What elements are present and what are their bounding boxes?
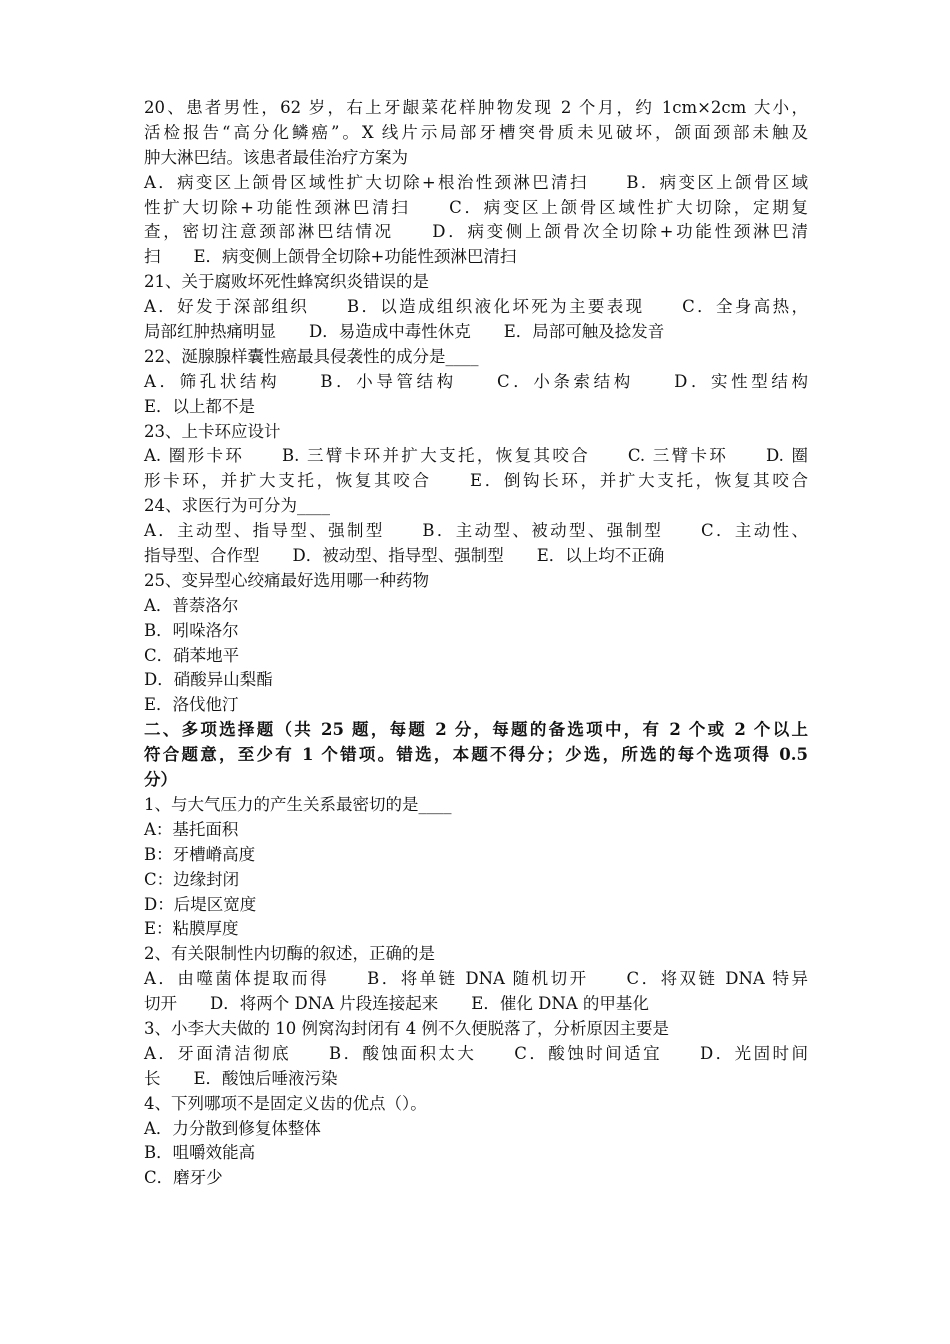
text-line: 查，密切注意颈部淋巴结情况 D．病变侧上颌骨次全切除+功能性颈淋巴清	[144, 222, 808, 242]
option-line: C：边缘封闭	[144, 869, 240, 889]
option-line: E．洛伐他汀	[144, 695, 239, 715]
text-line: A．主动型、指导型、强制型 B．主动型、被动型、强制型 C．主动性、	[144, 521, 808, 541]
option-line: B：牙槽嵴高度	[144, 844, 256, 864]
text-line: 肿大淋巴结。该患者最佳治疗方案为	[144, 147, 408, 167]
section-heading: 二、多项选择题（共 25 题，每题 2 分，每题的备选项中，有 2 个或 2 个以上	[144, 720, 808, 740]
text-line: 长 E．酸蚀后唾液污染	[144, 1068, 338, 1088]
option-line: A．力分散到修复体整体	[144, 1118, 321, 1138]
question-21: 21、关于腐败坏死性蜂窝织炎错误的是	[144, 272, 429, 292]
text-line: A．牙面清洁彻底 B．酸蚀面积太大 C．酸蚀时间适宜 D．光固时间	[144, 1043, 808, 1063]
option-line: E：粘膜厚度	[144, 919, 239, 939]
text-line: 切开 D．将两个 DNA 片段连接起来 E．催化 DNA 的甲基化	[144, 994, 649, 1014]
text-line: E．以上都不是	[144, 396, 256, 416]
text-line: 局部红肿热痛明显 D．易造成中毒性休克 E．局部可触及捻发音	[144, 322, 665, 342]
question-1: 1、与大气压力的产生关系最密切的是____	[144, 794, 452, 814]
option-line: D．硝酸异山梨酯	[144, 670, 273, 690]
option-line: B．咀嚼效能高	[144, 1143, 256, 1163]
text-line: A. 圈形卡环 B. 三臂卡环并扩大支托，恢复其咬合 C. 三臂卡环 D. 圈	[144, 446, 808, 466]
option-line: B．吲哚洛尔	[144, 620, 239, 640]
question-23: 23、上卡环应设计	[144, 421, 281, 441]
option-line: C．磨牙少	[144, 1168, 223, 1188]
section-heading: 符合题意，至少有 1 个错项。错选，本题不得分；少选，所选的每个选项得 0.5	[144, 745, 808, 765]
option-line: A．普萘洛尔	[144, 595, 239, 615]
question-22: 22、涎腺腺样囊性癌最具侵袭性的成分是____	[144, 346, 479, 366]
text-line: A．由噬菌体提取而得 B．将单链 DNA 随机切开 C．将双链 DNA 特异	[144, 969, 808, 989]
section-heading: 分）	[144, 770, 177, 790]
question-3: 3、小李大夫做的 10 例窝沟封闭有 4 例不久便脱落了，分析原因主要是	[144, 1018, 669, 1038]
text-line: 形卡环，并扩大支托，恢复其咬合 E．倒钩长环，并扩大支托，恢复其咬合	[144, 471, 808, 491]
text-line: 20、患者男性，62 岁，右上牙龈菜花样肿物发现 2 个月，约 1cm×2cm 大小，	[144, 98, 808, 117]
text-line: A．筛孔状结构 B．小导管结构 C．小条索结构 D．实性型结构	[144, 371, 808, 391]
text-line: A．好发于深部组织 B．以造成组织液化坏死为主要表现 C．全身高热，	[144, 297, 808, 317]
question-25: 25、变异型心绞痛最好选用哪一种药物	[144, 570, 429, 590]
question-2: 2、有关限制性内切酶的叙述，正确的是	[144, 944, 435, 964]
option-line: C．硝苯地平	[144, 645, 240, 665]
text-line: 扫 E．病变侧上颌骨全切除+功能性颈淋巴清扫	[144, 247, 517, 267]
document-page	[144, 96, 808, 1191]
option-line: A：基托面积	[144, 819, 239, 839]
question-4: 4、下列哪项不是固定义齿的优点（）。	[144, 1093, 427, 1113]
text-line: 性扩大切除+功能性颈淋巴清扫 C．病变区上颌骨区域性扩大切除，定期复	[144, 197, 808, 217]
text-line: 活检报告“高分化鳞癌”。X 线片示局部牙槽突骨质未见破坏，颌面颈部未触及	[144, 122, 808, 142]
option-line: D：后堤区宽度	[144, 894, 257, 914]
text-line: 指导型、合作型 D．被动型、指导型、强制型 E．以上均不正确	[144, 546, 665, 566]
question-24: 24、求医行为可分为____	[144, 496, 330, 516]
text-line: A．病变区上颌骨区域性扩大切除+根治性颈淋巴清扫 B．病变区上颌骨区域	[144, 172, 808, 192]
